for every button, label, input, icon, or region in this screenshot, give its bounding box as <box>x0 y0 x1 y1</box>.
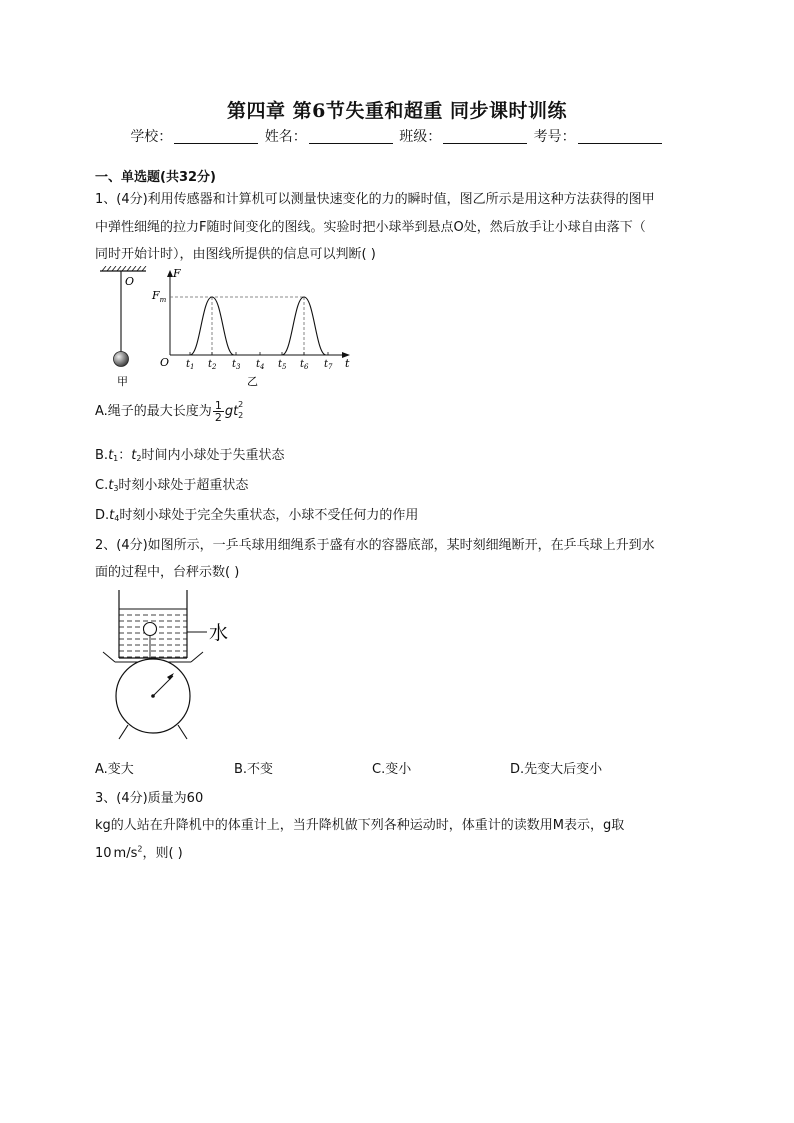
scale-figure <box>95 588 245 746</box>
tick-label-t4: $t_4$ <box>256 359 265 371</box>
class-label: 班级： <box>399 129 442 145</box>
student-info-line <box>0 126 794 146</box>
scale-right-leg <box>178 725 187 739</box>
ceiling-hatch <box>102 266 146 271</box>
name-label: 姓名： <box>264 129 307 145</box>
tick-label-t6: $t_6$ <box>300 359 309 371</box>
q1-option-a[interactable] <box>95 400 246 423</box>
y-axis-label: F <box>173 267 181 280</box>
tray-right-lip <box>191 652 203 662</box>
q3-line-2: kg的人站在升降机中的体重计上，当升降机做下列各种运动时，体重计的读数用M表示，g取 <box>95 818 625 833</box>
tick-label-t1: $t_1$ <box>186 359 195 371</box>
water-label: 水 <box>209 622 229 644</box>
q2-option-b[interactable]: B.不变 <box>234 762 274 777</box>
q1-option-c[interactable]: $C.t_3$时刻小球处于超重状态 <box>95 478 249 493</box>
q1-option-a-text: A.绳子的最大长度为 <box>95 404 212 419</box>
q3-line-3: 10 $m/s^2$，则( ) <box>95 844 183 861</box>
q1-line-3: 同时开始计时），由图线所提供的信息可以判断( ) <box>95 247 376 262</box>
force-pulse-2 <box>282 297 326 355</box>
q1-option-c-text: 时刻小球处于超重状态 <box>118 478 249 493</box>
force-pulse-1 <box>190 297 234 355</box>
x-axis-label: t <box>345 357 350 370</box>
exam-no-field[interactable] <box>578 129 662 144</box>
q1-option-d-text: 时刻小球处于完全失重状态，小球不受任何力的作用 <box>119 508 419 523</box>
scale-left-leg <box>119 725 128 739</box>
force-time-graph <box>148 266 358 390</box>
q1-option-a-scripts: 2 2 <box>238 399 244 420</box>
tick-label-t5: $t_5$ <box>278 359 287 371</box>
q1-option-a-formula: gt <box>224 404 239 419</box>
origin-label: O <box>160 356 170 369</box>
q2-option-a[interactable]: A.变大 <box>95 762 134 777</box>
school-label: 学校： <box>130 129 173 145</box>
fraction-one-half: $\frac{1}{2}$ <box>214 399 222 424</box>
name-field[interactable] <box>309 129 393 144</box>
tick-label-t7: $t_7$ <box>324 359 333 371</box>
q3-line-1: 3、(4分)质量为60 <box>95 791 204 806</box>
q2-option-c[interactable]: C.变小 <box>372 762 412 777</box>
q1-line-2: 中弹性细绳的拉力F随时间变化的图线。实验时把小球举到悬点O处，然后放手让小球自由落下（ <box>95 220 646 235</box>
pendulum-caption: 甲 <box>117 375 128 388</box>
school-field[interactable] <box>174 129 258 144</box>
section-heading: 一、单选题(共32分) <box>95 170 216 185</box>
tray-left-lip <box>103 652 115 662</box>
fm-label: $F_m$ <box>152 289 167 304</box>
page-title: 第四章 第6节失重和超重 同步课时训练 <box>227 100 567 122</box>
exam-no-label: 考号： <box>533 129 576 145</box>
pendulum-figure <box>98 266 150 390</box>
class-field[interactable] <box>443 129 527 144</box>
pivot-label: O <box>125 275 135 288</box>
tick-label-t3: $t_3$ <box>232 359 241 371</box>
graph-caption: 乙 <box>247 375 258 388</box>
dial-center <box>151 694 155 698</box>
tick-labels <box>186 359 333 371</box>
q1-option-b[interactable]: $B.t_1$：$t_2$时间内小球处于失重状态 <box>95 448 285 463</box>
q1-line-1: 1、(4分)利用传感器和计算机可以测量快速变化的力的瞬时值，图乙所示是用这种方法获得的图甲 <box>95 192 655 207</box>
q1-option-d[interactable]: $D.t_4$时刻小球处于完全失重状态，小球不受任何力的作用 <box>95 508 419 523</box>
ping-pong-ball <box>144 623 157 636</box>
ball <box>114 352 129 367</box>
tick-label-t2: $t_2$ <box>208 359 217 371</box>
q2-option-d[interactable]: D.先变大后变小 <box>510 762 603 777</box>
q1-option-b-text: 时间内小球处于失重状态 <box>141 448 285 463</box>
q2-line-2: 面的过程中，台秤示数( ) <box>95 565 240 580</box>
q2-line-1: 2、(4分)如图所示，一乒乓球用细绳系于盛有水的容器底部，某时刻细绳断开，在乒乓球上升到水 <box>95 538 655 553</box>
